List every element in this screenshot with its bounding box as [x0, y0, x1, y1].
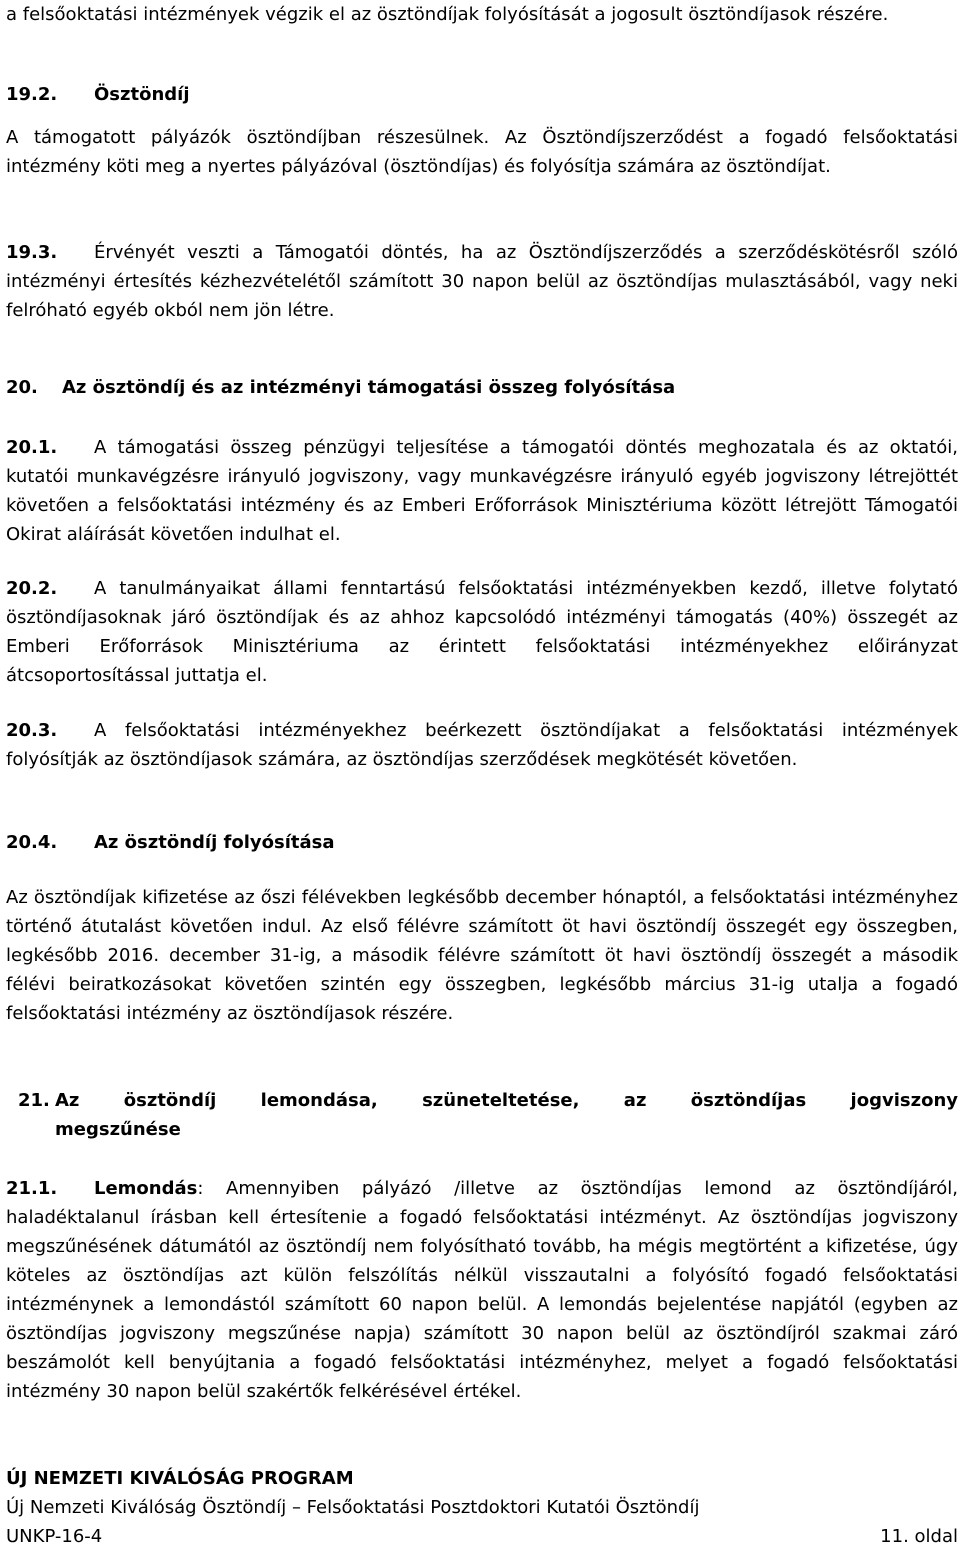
section-number: 21.: [18, 1090, 50, 1111]
section-text: Érvényét veszti a Támogatói döntés, ha az Ösztöndíjszerződés a szerződéskötésről szóló intézményi értesítés kézhezvételétől számított 30 napon belül az ösztöndíjas mulasztásából, vagy neki felróható egyéb okból nem jön létre.: [6, 242, 958, 321]
section-20-4-heading: [6, 828, 958, 857]
section-number: 20.2.: [6, 578, 58, 599]
section-number: 21.1.: [6, 1178, 58, 1199]
section-title-line-1: Az ösztöndíj lemondása, szüneteltetése, az ösztöndíjas jogviszony: [55, 1090, 958, 1111]
footer-row: [6, 1522, 958, 1551]
section-number: 20.3.: [6, 720, 58, 741]
section-title-line-2: megszűnése: [55, 1119, 181, 1140]
section-19-2-heading: [6, 80, 958, 109]
section-20-heading: [6, 373, 958, 402]
section-title: Ösztöndíj: [94, 84, 190, 105]
section-number: 20.: [6, 377, 38, 398]
section-text: A felsőoktatási intézményekhez beérkezett ösztöndíjakat a felsőoktatási intézmények folyósítják az ösztöndíjasok számára, az ösztöndíjas szerződések megkötését követően.: [6, 720, 958, 770]
section-21-1: [6, 1174, 958, 1406]
footer-code: UNKP-16-4: [6, 1526, 103, 1547]
section-21-heading: [18, 1086, 958, 1144]
section-20-2: [6, 574, 958, 690]
section-title: Az ösztöndíj és az intézményi támogatási összeg folyósítása: [62, 377, 676, 398]
section-number: 20.1.: [6, 437, 58, 458]
section-20-4-paragraph: Az ösztöndíjak kifizetése az őszi félévekben legkésőbb december hónaptól, a felsőoktatási intézményhez történő átutalást követően indul. Az első félévre számított öt havi ösztöndíj összegét egy összegben, legkésőbb 2016. december 31-ig, a második félévre számított öt havi ösztöndíj összegét a második félévi beiratkozásokat követően szintén egy összegben, legkésőbb március 31-ig utalja a fogadó felsőoktatási intézmény az ösztöndíjasok részére.: [6, 887, 958, 1024]
section-19-2-paragraph: A támogatott pályázók ösztöndíjban részesülnek. Az Ösztöndíjszerződést a fogadó felsőoktatási intézmény köti meg a nyertes pályázóval (ösztöndíjas) és folyósítja számára az ösztöndíjat.: [6, 127, 958, 177]
section-number: 20.4.: [6, 832, 58, 853]
section-text: A támogatási összeg pénzügyi teljesítése a támogatói döntés meghozatala és az oktatói, kutatói munkavégzésre irányuló jogviszony, vagy munkavégzésre irányuló egyéb jogviszony létrejöttét követően a felsőoktatási intézmény és az Emberi Erőforrások Minisztériuma között létrejött Támogatói Okirat aláírását követően indulhat el.: [6, 437, 958, 545]
page-number: 11. oldal: [880, 1526, 958, 1547]
intro-paragraph: a felsőoktatási intézmények végzik el az ösztöndíjak folyósítását a jogosult ösztöndíjasok részére.: [6, 4, 889, 25]
section-19-3: [6, 238, 958, 325]
section-20-3: [6, 716, 958, 774]
section-text: A tanulmányaikat állami fenntartású felsőoktatási intézményekben kezdő, illetve folytató ösztöndíjasoknak járó ösztöndíjak és az ahhoz kapcsolódó intézményi támogatás (40%) összegét az Emberi Erőforrások Minisztériuma az érintett felsőoktatási intézményekhez előirányzat átcsoportosítással juttatja el.: [6, 578, 958, 686]
footer-program: ÚJ NEMZETI KIVÁLÓSÁG PROGRAM: [6, 1468, 354, 1489]
section-20-1: [6, 433, 958, 549]
section-number: 19.2.: [6, 84, 58, 105]
section-text: : Amennyiben pályázó /illetve az ösztöndíjas lemond az ösztöndíjáról, haladéktalanul írásban kell értesítenie a fogadó felsőoktatási intézményt. Az ösztöndíjas jogviszony megszűnésének dátumától az ösztöndíj nem folyósítható tovább, ha mégis megtörtént a kifizetése, úgy köteles az ösztöndíjas azt külön felszólítás nélkül visszautalni a folyósító fogadó felsőoktatási intézménynek a lemondástól számított 60 napon belül. A lemondás bejelentése napjától (egyben az ösztöndíjas jogviszony megszűnése napja) számított 30 napon belül az ösztöndíjról szakmai záró beszámolót kell benyújtania a fogadó felsőoktatási intézményhez, melyet a fogadó felsőoktatási intézmény 30 napon belül szakértők felkérésével értékel.: [6, 1178, 958, 1402]
footer-subtitle: Új Nemzeti Kiválóság Ösztöndíj – Felsőoktatási Posztdoktori Kutatói Ösztöndíj: [6, 1497, 700, 1518]
section-number: 19.3.: [6, 242, 58, 263]
section-lead: Lemondás: [94, 1178, 198, 1199]
section-title: Az ösztöndíj folyósítása: [94, 832, 335, 853]
